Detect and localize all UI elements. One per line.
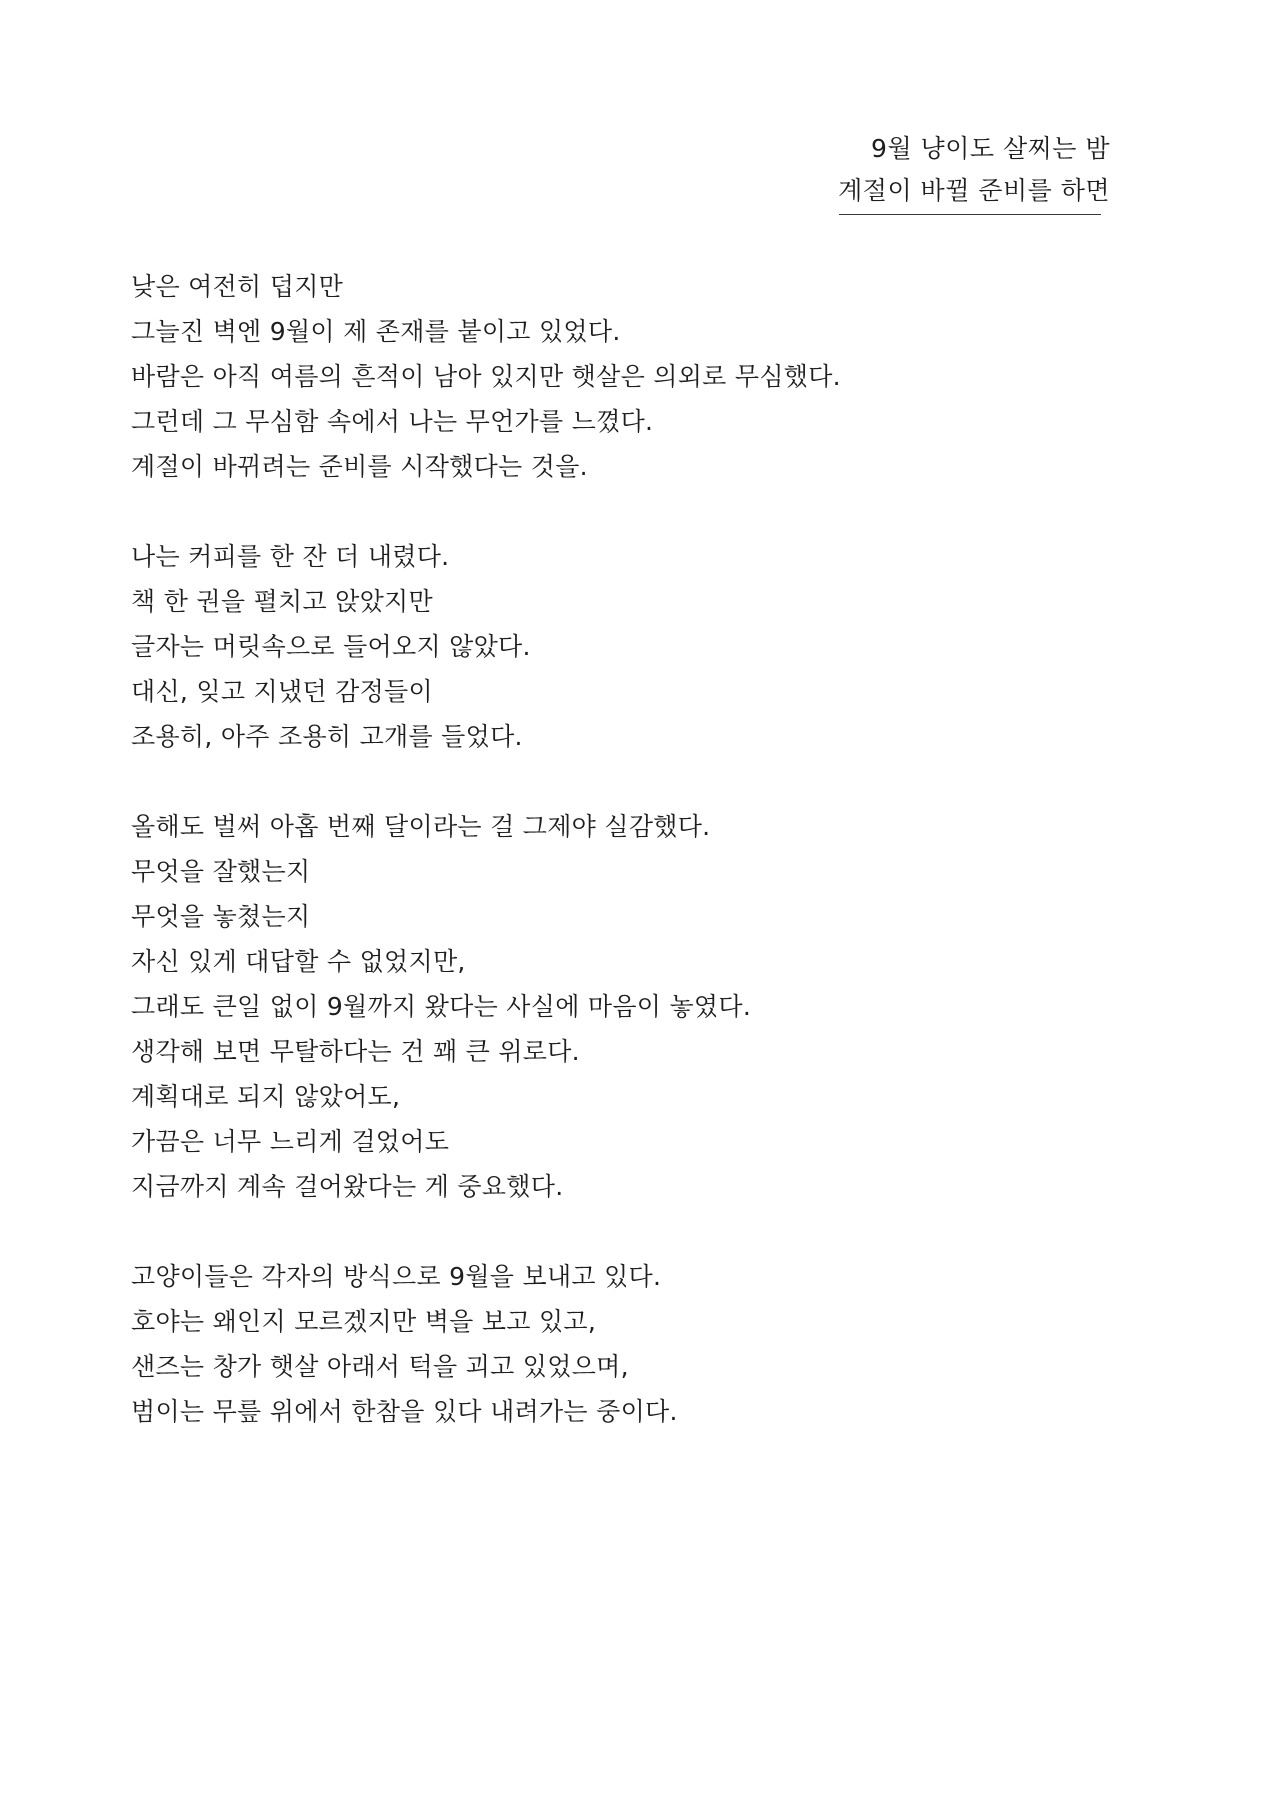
text-line: 나는 커피를 한 잔 더 내렸다. — [131, 542, 450, 571]
title-block — [838, 128, 1110, 215]
text-line: 낮은 여전히 덥지만 — [131, 272, 344, 301]
text-line: 가끔은 너무 느리게 걸었어도 — [131, 1127, 450, 1156]
stanza-4 — [131, 1254, 1131, 1434]
title-line-1: 9월 냥이도 살찌는 밤 — [871, 134, 1110, 163]
text-line: 자신 있게 대답할 수 없었지만, — [131, 947, 466, 976]
text-line: 샌즈는 창가 햇살 아래서 턱을 괴고 있었으며, — [131, 1352, 629, 1381]
stanza-2 — [131, 534, 1131, 759]
text-line: 바람은 아직 여름의 흔적이 남아 있지만 햇살은 의외로 무심했다. — [131, 362, 841, 391]
text-line: 고양이들은 각자의 방식으로 9월을 보내고 있다. — [131, 1262, 662, 1291]
text-line: 책 한 권을 펼치고 앉았지만 — [131, 587, 433, 616]
text-line: 범이는 무릎 위에서 한참을 있다 내려가는 중이다. — [131, 1397, 678, 1426]
text-line: 계절이 바뀌려는 준비를 시작했다는 것을. — [131, 452, 588, 481]
text-line: 올해도 벌써 아홉 번째 달이라는 걸 그제야 실감했다. — [131, 812, 711, 841]
text-line: 지금까지 계속 걸어왔다는 게 중요했다. — [131, 1172, 564, 1201]
essay-body — [131, 264, 1131, 1479]
text-line: 그늘진 벽엔 9월이 제 존재를 붙이고 있었다. — [131, 317, 621, 346]
stanza-3 — [131, 804, 1131, 1209]
text-line: 글자는 머릿속으로 들어오지 않았다. — [131, 632, 531, 661]
text-line: 계획대로 되지 않았어도, — [131, 1082, 401, 1111]
title-underline — [839, 214, 1101, 215]
text-line: 그래도 큰일 없이 9월까지 왔다는 사실에 마음이 놓였다. — [131, 992, 752, 1021]
stanza-1 — [131, 264, 1131, 489]
text-line: 호야는 왜인지 모르겠지만 벽을 보고 있고, — [131, 1307, 597, 1336]
text-line: 조용히, 아주 조용히 고개를 들었다. — [131, 722, 523, 751]
text-line: 생각해 보면 무탈하다는 건 꽤 큰 위로다. — [131, 1037, 580, 1066]
text-line: 무엇을 놓쳤는지 — [131, 902, 311, 931]
text-line: 무엇을 잘했는지 — [131, 857, 311, 886]
title-line-2: 계절이 바뀔 준비를 하면 — [838, 176, 1110, 205]
text-line: 대신, 잊고 지냈던 감정들이 — [131, 677, 433, 706]
text-line: 그런데 그 무심함 속에서 나는 무언가를 느꼈다. — [131, 407, 654, 436]
